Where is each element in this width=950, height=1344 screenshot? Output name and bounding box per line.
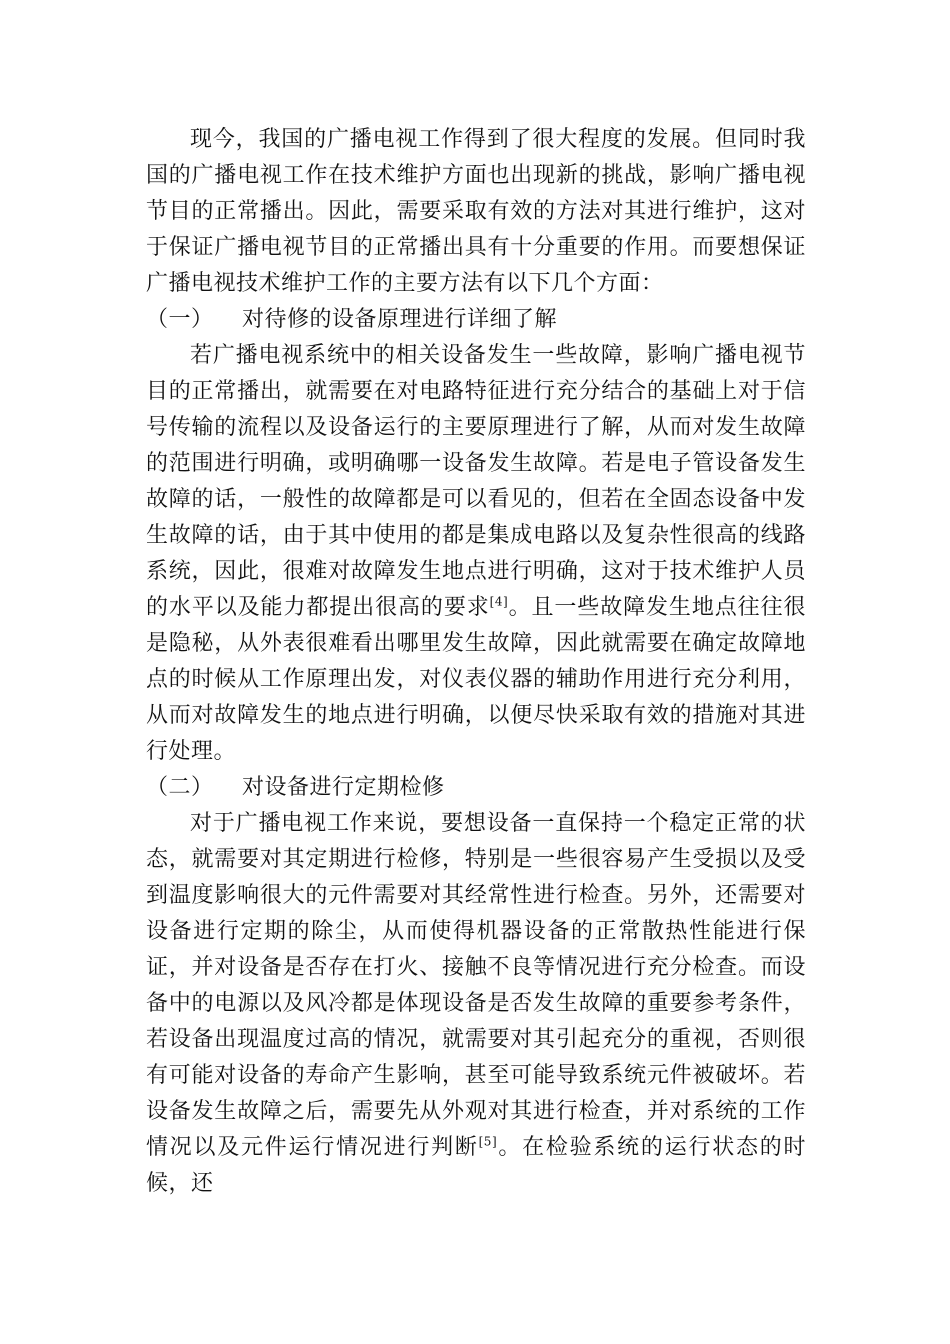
section2-text-part1: 对于广播电视工作来说，要想设备一直保持一个稳定正常的状态，就需要对其定期进行检修，特别是一些很容易产生受损以及受到温度影响很大的元件需要对其经常性进行检查。另外，还需要对设备进行定期的除尘，从而使得机器设备的正常散热性能进行保证，并对设备是否存在打火、接触不良等情况进行充分检查。而设备中的电源以及风冷都是体现设备是否发生故障的重要参考条件，若设备出现温度过高的情况，就需要对其引起充分的重视，否则很有可能对设备的寿命产生影响，甚至可能导致系统元件被破坏。若设备发生故障之后，需要先从外观对其进行检查，并对系统的工作情况以及元件运行情况进行判断 (146, 811, 806, 1160)
section2-title: 对设备进行定期检修 (242, 775, 445, 800)
section2-number: （二） (146, 775, 214, 800)
intro-paragraph (146, 122, 806, 302)
section1-number: （一） (146, 307, 214, 332)
body-text (146, 122, 806, 1202)
section1-text-part2: 。且一些故障发生地点往往很是隐秘，从外表很难看出哪里发生故障，因此就需要在确定故障地点的时候从工作原理出发，对仪表仪器的辅助作用进行充分利用，从而对故障发生的地点进行明确，以便尽快采取有效的措施对其进行处理。 (146, 595, 806, 764)
section2-heading (146, 770, 806, 806)
citation-4: [4] (489, 594, 509, 609)
section1-title: 对待修的设备原理进行详细了解 (242, 307, 558, 332)
section1-text-part1: 若广播电视系统中的相关设备发生一些故障，影响广播电视节目的正常播出，就需要在对电路特征进行充分结合的基础上对于信号传输的流程以及设备运行的主要原理进行了解，从而对发生故障的范围进行明确，或明确哪一设备发生故障。若是电子管设备发生故障的话，一般性的故障都是可以看见的，但若在全固态设备中发生故障的话，由于其中使用的都是集成电路以及复杂性很高的线路系统，因此，很难对故障发生地点进行明确，这对于技术维护人员的水平以及能力都提出很高的要求 (146, 343, 806, 620)
section1-heading (146, 302, 806, 338)
section1-paragraph (146, 338, 806, 770)
intro-text: 现今，我国的广播电视工作得到了很大程度的发展。但同时我国的广播电视工作在技术维护方面也出现新的挑战，影响广播电视节目的正常播出。因此，需要采取有效的方法对其进行维护，这对于保证广播电视节目的正常播出具有十分重要的作用。而要想保证广播电视技术维护工作的主要方法有以下几个方面： (146, 127, 806, 296)
section2-paragraph (146, 806, 806, 1202)
section2-text-part2: 。在检验系统的运行状态的时候，还 (146, 1135, 806, 1196)
citation-5: [5] (478, 1134, 498, 1149)
